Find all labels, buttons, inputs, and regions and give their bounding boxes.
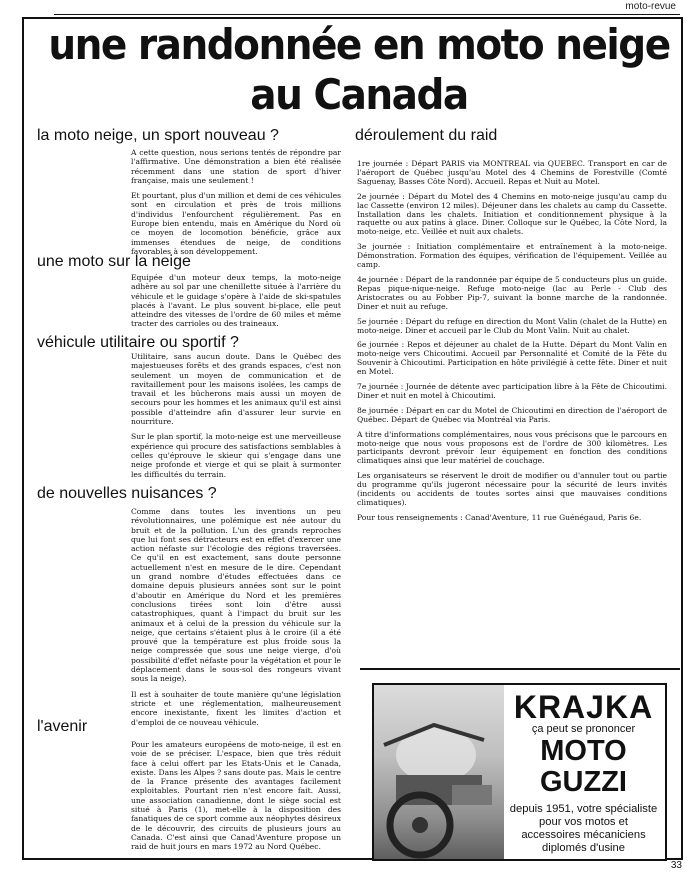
paragraph: Equipée d'un moteur deux temps, la moto-neige adhère au sol par une chenillette située à l'arrière du véhicule et le guidage s'opère à l'aide de ski-spatules placés à l'avant. Le plus souvent bi-place, elle peut atteindre des vitesses de l'ordre de 60 miles et même tracter des carrioles ou des traineaux. bbox=[131, 273, 341, 329]
section-moto-sur-neige bbox=[131, 273, 341, 329]
day-entry: 8e journée : Départ en car du Motel de Chicoutimi en direction de l'aéroport de Québec. Départ de Québec via Montréal via Paris. bbox=[357, 405, 667, 424]
header-rule bbox=[54, 14, 680, 15]
day-entry: 6e journée : Repos et déjeuner au chalet de la Hutte. Départ du Mont Valin en moto-neige vers Chicoutimi. Accueil par Personnalité et Comité de la Fête du Souvenir à Chicoutimi. Participation en hôte privilégié à cette fête. Diner et nuit en Motel. bbox=[357, 340, 667, 377]
raid-program bbox=[357, 160, 667, 523]
info-note: A titre d'informations complémentaires, nous vous précisons que le parcours en moto-neige que nous vous proposons est de l'ordre de 300 kilomètres. Les participants devront prévoir leur équipement en fonction des conditions climatiques ainsi que leur matériel de couchage. bbox=[357, 429, 667, 466]
ad-product-line-1: MOTO bbox=[540, 735, 627, 767]
paragraph: A cette question, nous serions tentés de répondre par l'affirmative. Une démonstration a bien été réalisée récemment dans une station de sport d'hiver française, mais une seulement ! bbox=[131, 148, 341, 185]
heading-deroulement: déroulement du raid bbox=[355, 127, 498, 144]
ad-product-line-2: GUZZI bbox=[540, 766, 627, 798]
paragraph: Comme dans toutes les inventions un peu révolutionnaires, une polémique est née autour du bruit et de la pollution. L'un des grands reproches que lui font ses détracteurs est en effet d'exercer une action néfaste sur l'écologie des régions traversées. Ce qu'il en est exactement, sans doute personne actuellement n'est en mesure de le dire. Cependant un grand nombre d'études effectuées dans ce domaine depuis plusieurs années sont sur le point d'aboutir en Amérique du Nord et les premières conclusions tirées sont loin d'être aussi catastrophiques, quant à l'impact du bruit sur les animaux et à celui de la pression du véhicule sur la neige, que certains s'étaient plus à le croire (il a été prouvé que la température est plus froide sous la neige compressée que sous une neige vierge, d'où possibilité d'effet néfaste pour la végétation et pour le déplacement dans le sous-sol des rongeurs vivant sous la neige). bbox=[131, 507, 341, 684]
heading-avenir: l'avenir bbox=[37, 718, 88, 735]
day-entry: 2e journée : Départ du Motel des 4 Chemins en moto-neige jusqu'au camp du lac Cassette (environ 12 miles). Déjeuner dans les chalets au camp du Cassette. Installation dans les chalets. Initiation et conditionnement physique à la raquette ou aux patins à glace. Diner. Colloque sur le Québec, la Côte Nord, la moto-neige, etc. Veillée et nuit aux chalets. bbox=[357, 191, 667, 237]
advertisement bbox=[372, 683, 667, 861]
ad-brand: KRAJKA bbox=[513, 689, 654, 725]
day-entry: 1re journée : Départ PARIS via MONTREAL via QUEBEC. Transport en car de l'aéroport de Québec jusqu'au Motel des 4 Chemins de Forestville (Comté Saguenay, Basses Côte Nord). Accueil. Repas et Nuit au Motel. bbox=[357, 159, 667, 186]
section-sport-nouveau bbox=[131, 148, 341, 256]
title-line-1: une randonnée en moto neige bbox=[48, 21, 670, 70]
paragraph: Utilitaire, sans aucun doute. Dans le Québec des majestueuses forêts et des grands espaces, c'est non seulement un moyen de communication et de ravitaillement pour les maisons isolées, les camps de travail et les bûcherons mais aussi un moyen de secours pour les hommes et les animaux qu'il est ainsi possible d'atteindre afin d'assurer leur survie en nourriture. bbox=[131, 352, 341, 427]
section-avenir bbox=[131, 740, 341, 852]
day-entry: 7e journée : Journée de détente avec participation libre à la Fête de Chicoutimi. Diner et nuit en motel à Chicoutimi. bbox=[357, 382, 667, 400]
paragraph: Pour les amateurs européens de moto-neige, il est en voie de se préciser. L'espace, bien que très réduit face à celui offert par les Etats-Unis et le Canada, existe. Dans les Alpes ? sans doute pas. Mais le centre de la France présente des avantages facilement exploitables. Pourtant rien n'est encore fait. Aussi, une association canadienne, dont le siège social est situé à Paris (1), met-elle à la disposition des fanatiques de ce sport comme aux néophytes désireux de le découvrir, des circuits de plusieurs jours au Canada. C'est ainsi que Canad'Aventure propose un raid de huit jours en mars 1972 au Nord Québec. bbox=[131, 740, 341, 852]
section-name: moto-revue bbox=[625, 1, 676, 12]
paragraph: Et pourtant, plus d'un million et demi de ces véhicules sont en circulation et près de trois millions d'individus l'enfourchent régulièrement. Pas en Europe bien entendu, mais en Amérique du Nord où ce moyen de locomotion bénéficie, grâce aux immenses étendues de neige, de conditions favorables à son développement. bbox=[131, 191, 341, 256]
page-number: 33 bbox=[670, 860, 682, 871]
ad-description: depuis 1951, votre spécialiste pour vos motos et accessoires mécaniciens diplomés d'usine bbox=[509, 803, 658, 854]
day-entry: 4e journée : Départ de la randonnée par équipe de 5 conducteurs plus un guide. Repas pique-nique-neige. Refuge moto-neige (lac au Perle - Club des Aristocrates ou au Fobber Pip-7, suivant la bonne marche de la randonnée. Diner et nuit au refuge. bbox=[357, 274, 667, 311]
day-entry: 5e journée : Départ du refuge en direction du Mont Valin (chalet de la Hutte) en moto-neige. Diner et accueil par le Club du Mont Valin. Nuit au chalet. bbox=[357, 316, 667, 335]
heading-nouvelles-nuisances: de nouvelles nuisances ? bbox=[37, 485, 217, 502]
section-vehicule-utilitaire bbox=[131, 352, 341, 479]
heading-moto-sur-neige: une moto sur la neige bbox=[37, 253, 191, 270]
info-note: Les organisateurs se réservent le droit de modifier ou d'annuler tout ou partie du programme qu'ils jugeront nécessaire pour la sécurité de leurs invités (incidents ou accidents de toutes sortes ainsi que mauvaises conditions climatiques). bbox=[357, 471, 667, 507]
heading-sport-nouveau: la moto neige, un sport nouveau ? bbox=[37, 127, 279, 144]
motorcycle-photo bbox=[374, 685, 504, 861]
paragraph: Sur le plan sportif, la moto-neige est une merveilleuse expérience qui procure des satisfactions semblables à celles qu'éprouve le skieur qui s'engage dans une neige profonde et vierge et qui se plait à surmonter les difficultés du terrain. bbox=[131, 432, 341, 479]
contact-note: Pour tous renseignements : Canad'Aventure, 11 rue Guénégaud, Paris 6e. bbox=[357, 512, 642, 522]
day-entry: 3e journée : Initiation complémentaire et entraînement à la moto-neige. Démonstration. Formation des équipes, vérification de l'équipement. Veillée au camp. bbox=[357, 242, 667, 270]
section-nouvelles-nuisances bbox=[131, 507, 341, 727]
article-title bbox=[40, 21, 678, 120]
ad-copy bbox=[504, 685, 663, 855]
heading-vehicule-utilitaire: véhicule utilitaire ou sportif ? bbox=[37, 334, 239, 351]
ad-tagline: ça peut se prononcer bbox=[531, 723, 636, 735]
column-divider bbox=[360, 668, 680, 670]
paragraph: Il est à souhaiter de toute manière qu'une législation stricte et une réglementation, malheureusement encore inexistante, fixent les limites d'action et d'emploi de ce nouveau véhicule. bbox=[131, 689, 341, 727]
title-line-2: au Canada bbox=[250, 71, 468, 120]
